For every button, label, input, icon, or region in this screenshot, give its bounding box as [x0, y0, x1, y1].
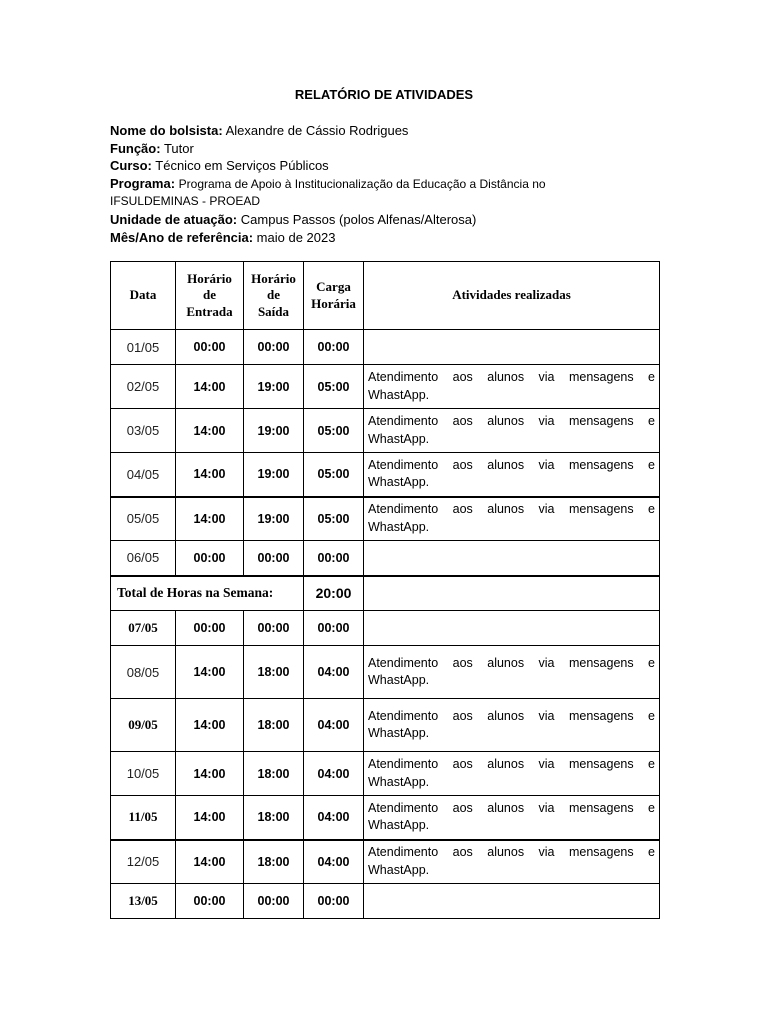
row-time-out: 19:00 [244, 497, 304, 541]
table-row [111, 330, 660, 365]
row-time-out: 00:00 [244, 884, 304, 919]
row-load: 05:00 [304, 409, 364, 453]
header-saida-l2: de [267, 287, 280, 303]
row-date: 13/05 [111, 884, 176, 919]
row-activity: Atendimento aos alunos via mensagens e WhastApp. [364, 752, 660, 796]
header-entrada [176, 262, 244, 330]
row-time-in: 14:00 [176, 365, 244, 409]
row-time-out: 00:00 [244, 541, 304, 576]
programa-value-cont: IFSULDEMINAS - PROEAD [110, 194, 261, 209]
row-time-in: 14:00 [176, 752, 244, 796]
curso-label: Curso: [110, 158, 152, 174]
table-row [111, 699, 660, 752]
row-time-out: 18:00 [244, 840, 304, 884]
row-load: 00:00 [304, 330, 364, 365]
row-load: 04:00 [304, 646, 364, 699]
row-time-in: 14:00 [176, 699, 244, 752]
row-date: 05/05 [111, 497, 176, 541]
table-row [111, 752, 660, 796]
row-date: 06/05 [111, 541, 176, 576]
row-date: 03/05 [111, 409, 176, 453]
row-activity: Atendimento aos alunos via mensagens e WhastApp. [364, 365, 660, 409]
table-row [111, 884, 660, 919]
unidade-value: Campus Passos (polos Alfenas/Alterosa) [240, 211, 477, 227]
row-activity [364, 330, 660, 365]
row-date: 02/05 [111, 365, 176, 409]
row-load: 00:00 [304, 541, 364, 576]
info-block [110, 122, 670, 246]
row-time-out: 18:00 [244, 699, 304, 752]
table-row [111, 796, 660, 840]
total-label: Total de Horas na Semana: [111, 576, 304, 611]
mes-value: maio de 2023 [256, 229, 336, 245]
row-load: 00:00 [304, 611, 364, 646]
row-date: 04/05 [111, 453, 176, 497]
header-saida-l1: Horário [251, 270, 296, 286]
row-time-out: 19:00 [244, 453, 304, 497]
row-time-in: 14:00 [176, 497, 244, 541]
row-load: 05:00 [304, 365, 364, 409]
row-load: 04:00 [304, 840, 364, 884]
row-time-out: 18:00 [244, 646, 304, 699]
total-value: 20:00 [304, 576, 364, 611]
mes-line [110, 229, 670, 247]
row-load: 05:00 [304, 497, 364, 541]
table-body [111, 330, 660, 919]
row-time-in: 14:00 [176, 409, 244, 453]
row-date: 11/05 [111, 796, 176, 840]
page-title: RELATÓRIO DE ATIVIDADES [294, 87, 474, 102]
total-row [111, 576, 660, 611]
curso-value: Técnico em Serviços Públicos [155, 158, 329, 174]
nome-label: Nome do bolsista: [110, 123, 223, 138]
row-date: 09/05 [111, 699, 176, 752]
row-activity [364, 611, 660, 646]
header-data: Data [111, 262, 176, 330]
header-carga-l2: Horária [311, 295, 356, 311]
row-time-in: 00:00 [176, 541, 244, 576]
row-time-in: 14:00 [176, 646, 244, 699]
header-entrada-l2: de [203, 287, 216, 303]
header-saida-l3: Saída [257, 303, 290, 319]
unidade-label: Unidade de atuação: [110, 211, 238, 227]
row-load: 04:00 [304, 699, 364, 752]
mes-label: Mês/Ano de referência: [110, 229, 254, 245]
nome-line [110, 122, 670, 140]
table-row [111, 365, 660, 409]
table-row [111, 497, 660, 541]
table-row [111, 409, 660, 453]
row-time-out: 19:00 [244, 365, 304, 409]
row-time-in: 00:00 [176, 330, 244, 365]
activity-table [110, 261, 660, 919]
row-activity: Atendimento aos alunos via mensagens e WhastApp. [364, 453, 660, 497]
header-carga [304, 262, 364, 330]
row-load: 04:00 [304, 752, 364, 796]
row-activity [364, 541, 660, 576]
header-saida [244, 262, 304, 330]
header-carga-l1: Carga [316, 279, 351, 294]
programa-label: Programa: [110, 175, 176, 191]
funcao-line [110, 140, 670, 158]
programa-line [110, 175, 670, 194]
table-row [111, 646, 660, 699]
header-atividades: Atividades realizadas [364, 262, 660, 330]
table-row [111, 541, 660, 576]
row-time-out: 18:00 [244, 796, 304, 840]
row-time-in: 14:00 [176, 840, 244, 884]
row-time-in: 14:00 [176, 796, 244, 840]
row-load: 04:00 [304, 796, 364, 840]
row-activity: Atendimento aos alunos via mensagens e WhastApp. [364, 699, 660, 752]
programa-value: Programa de Apoio à Institucionalização da Educação a Distância no [178, 176, 546, 191]
table-row [111, 453, 660, 497]
row-date: 01/05 [111, 330, 176, 365]
row-time-in: 00:00 [176, 611, 244, 646]
row-activity: Atendimento aos alunos via mensagens e WhastApp. [364, 497, 660, 541]
row-load: 00:00 [304, 884, 364, 919]
header-entrada-l3: Entrada [186, 303, 233, 319]
row-time-out: 19:00 [244, 409, 304, 453]
row-activity: Atendimento aos alunos via mensagens e WhastApp. [364, 840, 660, 884]
row-activity: Atendimento aos alunos via mensagens e WhastApp. [364, 646, 660, 699]
table-header-row [111, 262, 660, 330]
funcao-value: Tutor [163, 140, 194, 156]
row-activity [364, 884, 660, 919]
row-time-out: 00:00 [244, 330, 304, 365]
curso-line [110, 157, 670, 175]
table-row [111, 611, 660, 646]
row-time-in: 00:00 [176, 884, 244, 919]
funcao-label: Função: [110, 140, 161, 156]
row-time-out: 18:00 [244, 752, 304, 796]
header-entrada-l1: Horário [187, 270, 232, 286]
unidade-line [110, 211, 670, 229]
row-date: 08/05 [111, 646, 176, 699]
total-empty [364, 576, 660, 611]
row-time-in: 14:00 [176, 453, 244, 497]
row-date: 07/05 [111, 611, 176, 646]
row-activity: Atendimento aos alunos via mensagens e WhastApp. [364, 796, 660, 840]
row-date: 12/05 [111, 840, 176, 884]
table-row [111, 840, 660, 884]
row-date: 10/05 [111, 752, 176, 796]
nome-value: Alexandre de Cássio Rodrigues [225, 123, 409, 138]
row-load: 05:00 [304, 453, 364, 497]
row-activity: Atendimento aos alunos via mensagens e WhastApp. [364, 409, 660, 453]
row-time-out: 00:00 [244, 611, 304, 646]
